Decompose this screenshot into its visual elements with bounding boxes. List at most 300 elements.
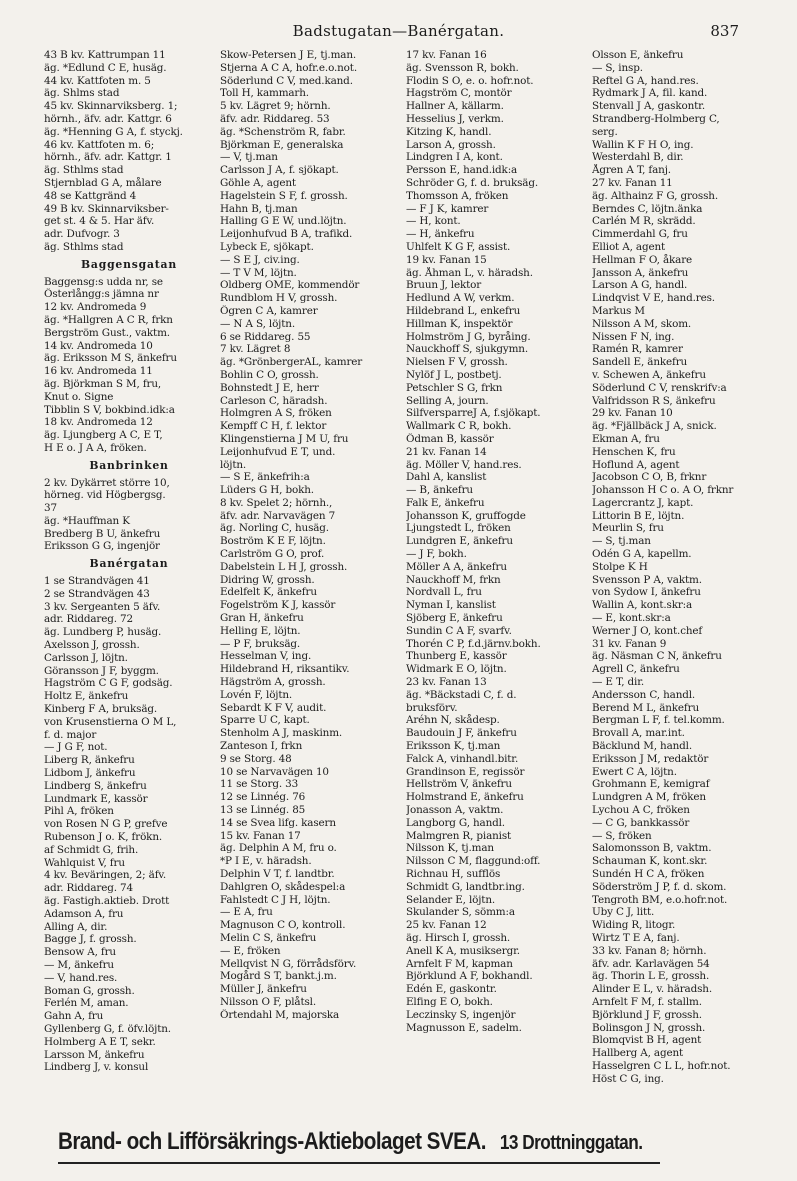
directory-entry: Lundgren E, änkefru	[406, 535, 513, 548]
directory-columns	[44, 49, 764, 1119]
directory-entry: Valfridsson R S, änkefru	[592, 394, 716, 407]
directory-entry: 17 kv. Fanan 16	[406, 49, 487, 61]
directory-entry: Holmstrand E, änkefru	[406, 791, 524, 804]
directory-entry: 7 kv. Lägret 8	[220, 343, 291, 356]
directory-entry: 27 kv. Fanan 11	[592, 176, 673, 189]
directory-entry: Wallin K F H O, ing.	[592, 138, 694, 151]
footer-advertisement	[58, 1128, 660, 1164]
directory-entry: Nilsson A M, skom.	[592, 317, 692, 330]
directory-entry: get st. 4 & 5. Har äfv.	[44, 215, 155, 228]
directory-entry: Fahlstedt C J H, löjtn.	[220, 893, 331, 906]
directory-entry: Svensson P A, vaktm.	[592, 573, 702, 586]
directory-entry: Johansson K, gruffogde	[406, 509, 526, 522]
directory-entry: — F J K, kamrer	[406, 202, 489, 215]
directory-entry: Mellqvist N G, förrådsförv.	[220, 957, 357, 970]
directory-entry: Arnfelt F M, kapman	[406, 957, 513, 970]
directory-entry: Carleson C, häradsh.	[220, 394, 328, 407]
directory-entry: Johansson H C o. A O, frknr	[592, 484, 734, 497]
street-heading: Banérgatan	[89, 557, 169, 571]
directory-entry: äg. *Schenström R, fabr.	[220, 125, 346, 138]
directory-entry: Strandberg-Holmberg C,	[592, 112, 720, 125]
directory-entry: 4 kv. Beväringen, 2; äfv.	[44, 869, 167, 882]
directory-entry: Jacobson C O, B, frknr	[592, 471, 707, 484]
directory-entry: Ramén R, kamrer	[592, 343, 683, 356]
directory-column-2	[220, 49, 400, 1119]
directory-entry: äg. Hirsch I, grossh.	[406, 931, 511, 944]
directory-entry: Pihl A, fröken	[44, 805, 114, 818]
directory-entry: Bergström Gust., vaktm.	[44, 326, 170, 339]
directory-entry: Söderlund C V, med.kand.	[220, 74, 353, 87]
directory-entry: Andersson C, handl.	[592, 688, 696, 701]
directory-entry: Söderström J P, f. d. skom.	[592, 880, 727, 893]
directory-entry: — S, insp.	[592, 61, 643, 74]
directory-entry: Lindberg J, v. konsul	[44, 1061, 149, 1074]
directory-entry: äg. Althainz F G, grossh.	[592, 189, 718, 202]
directory-entry: Grohmann E, kemigraf	[592, 778, 710, 791]
directory-entry: äg. *Henning G A, f. styckj.	[44, 125, 183, 138]
directory-entry: Örtendahl M, majorska	[220, 1008, 340, 1021]
directory-entry: Ögren C A, kamrer	[220, 304, 318, 317]
directory-entry: Nordvall L, fru	[406, 586, 482, 599]
directory-entry: äg. Fastigh.aktieb. Drott	[44, 895, 170, 907]
directory-entry: Larson A G, handl.	[592, 279, 688, 292]
directory-entry: Ågren A T, fanj.	[592, 164, 671, 177]
directory-entry: Hagelstein S F, f. grossh.	[220, 189, 348, 202]
directory-entry: äfv. adr. Karlavägen 54	[592, 957, 710, 970]
directory-entry: äg. Ljungberg A C, E T,	[44, 429, 163, 442]
directory-entry: äg. Shlms stad	[44, 87, 120, 100]
directory-entry: Hallberg A, agent	[592, 1047, 684, 1060]
directory-entry: Thomsson A, fröken	[406, 189, 509, 202]
directory-entry: Sebardt K F V, audit.	[220, 701, 327, 714]
directory-entry: Bredberg B U, änkefru	[44, 527, 161, 540]
directory-entry: adr. Riddareg. 72	[44, 613, 133, 626]
directory-entry: löjtn.	[220, 458, 247, 471]
directory-entry: Dahl A, kanslist	[406, 471, 487, 484]
directory-entry: Uby C J, litt.	[592, 906, 655, 919]
directory-entry: 48 se Kattgränd 4	[44, 189, 137, 202]
directory-entry: Kitzing K, handl.	[406, 125, 492, 138]
directory-entry: Lychou A C, fröken	[592, 804, 690, 817]
directory-column-4	[592, 49, 772, 1119]
directory-entry: Thunberg E, kassör	[406, 650, 507, 663]
directory-entry: Larson A, grossh.	[406, 138, 496, 151]
directory-entry: Stjernblad G A, målare	[44, 176, 162, 189]
directory-entry: 14 se Svea lifg. kasern	[220, 816, 336, 829]
directory-entry: Falk E, änkefru	[406, 496, 485, 509]
directory-entry: — H, änkefru	[406, 228, 475, 241]
directory-entry: Hellström V, änkefru	[406, 778, 512, 791]
directory-entry: Leijonhufvud B A, trafikd.	[220, 228, 353, 241]
directory-entry: Helling E, löjtn.	[220, 624, 301, 637]
directory-entry: Werner J O, kont.chef	[592, 624, 703, 637]
directory-entry: 5 kv. Lägret 9; hörnh.	[220, 100, 331, 113]
directory-entry: — E, fröken	[220, 944, 281, 957]
directory-entry: Österlångg:s jämna nr	[44, 288, 159, 301]
directory-entry: Westerdahl B, dir.	[592, 151, 684, 164]
directory-entry: Sundén H C A, fröken	[592, 868, 705, 880]
directory-entry: Widmark E O, löjtn.	[406, 663, 507, 676]
directory-entry: 15 kv. Fanan 17	[220, 829, 301, 842]
directory-entry: Hellman F O, åkare	[592, 253, 693, 266]
directory-entry: Nissen F N, ing.	[592, 330, 675, 343]
directory-entry: — N A S, löjtn.	[220, 317, 295, 330]
directory-entry: äg. Åhman L, v. häradsh.	[406, 266, 533, 279]
directory-entry: v. Schewen A, änkefru	[592, 368, 706, 381]
directory-entry: Hagström C, montör	[406, 87, 512, 100]
directory-entry: Björklund A F, bokhandl.	[406, 970, 533, 983]
directory-entry: Toll H, kammarh.	[220, 87, 309, 100]
directory-entry: Falck A, vinhandl.bitr.	[406, 752, 519, 765]
directory-entry: Brovall A, mar.int.	[592, 727, 685, 740]
directory-entry: Arnfelt F M, f. stallm.	[592, 995, 702, 1008]
directory-entry: Magnusson E, sadelm.	[406, 1021, 522, 1034]
directory-entry: Flodin S O, e. o. hofr.not.	[406, 74, 534, 87]
directory-entry: 2 se Strandvägen 43	[44, 587, 150, 600]
directory-entry: Meurlin S, fru	[592, 522, 664, 535]
directory-entry: Nielsen F V, grossh.	[406, 356, 508, 369]
directory-entry: Lidbom J, änkefru	[44, 767, 136, 780]
directory-entry: Bergman L F, f. tel.komm.	[592, 714, 725, 727]
directory-entry: Stenvall J A, gaskontr.	[592, 100, 706, 113]
directory-entry: Bruun J, lektor	[406, 279, 482, 292]
directory-entry: hörneg. vid Högbergsg.	[44, 489, 166, 502]
directory-entry: hörnh., äfv. adr. Kattgr. 6	[44, 112, 172, 125]
directory-entry: Leczinsky S, ingenjör	[406, 1008, 516, 1021]
directory-entry: — J F, bokh.	[406, 548, 467, 561]
directory-entry: Lundmark E, kassör	[44, 792, 148, 805]
directory-entry: H E o. J A A, fröken.	[44, 441, 147, 454]
directory-entry: — C G, bankkassör	[592, 816, 690, 829]
directory-entry: Odén G A, kapellm.	[592, 548, 692, 561]
directory-entry: Leijonhufvud E T, und.	[220, 445, 336, 458]
directory-entry: 12 kv. Andromeda 9	[44, 301, 147, 314]
directory-entry: — S E, änkefrih:a	[220, 471, 310, 484]
directory-entry: 14 kv. Andromeda 10	[44, 339, 153, 352]
directory-entry: Müller J, änkefru	[220, 983, 307, 996]
directory-entry: 9 se Storg. 48	[220, 752, 292, 765]
directory-entry: Liberg R, änkefru	[44, 754, 135, 767]
page-header	[0, 20, 797, 46]
directory-entry: Aréhn N, skådesp.	[406, 714, 500, 727]
directory-entry: Rydmark J A, fil. kand.	[592, 87, 708, 100]
directory-entry: Lindgren I A, kont.	[406, 151, 503, 164]
directory-entry: Selander E, löjtn.	[406, 893, 496, 906]
directory-entry: Kinberg F A, bruksäg.	[44, 703, 158, 716]
directory-entry: Ödman B, kassör	[406, 432, 494, 445]
directory-entry: Gran H, änkefru	[220, 612, 304, 625]
directory-entry: Magnuson C O, kontroll.	[220, 919, 346, 932]
directory-entry: Nylöf J L, postbetj.	[406, 368, 502, 381]
directory-entry: Klingenstierna J M U, fru	[220, 432, 349, 445]
directory-entry: Hagström C G F, godsäg.	[44, 677, 173, 690]
directory-entry: Littorin B E, löjtn.	[592, 509, 685, 522]
directory-entry: 49 B kv. Skinnarviksber-	[44, 202, 169, 215]
directory-entry: Delphin V T, f. landtbr.	[220, 868, 335, 880]
directory-entry: Bagge J, f. grossh.	[44, 933, 137, 946]
directory-entry: Nyman I, kanslist	[406, 599, 496, 612]
directory-entry: Carlström G O, prof.	[220, 548, 325, 561]
directory-entry: Schröder G, f. d. bruksäg.	[406, 176, 538, 189]
directory-entry: Larsson M, änkefru	[44, 1048, 145, 1061]
directory-entry: Lindberg S, änkefru	[44, 779, 147, 792]
directory-entry: Holtz E, änkefru	[44, 690, 129, 703]
directory-entry: Alling A, dir.	[44, 920, 108, 933]
directory-entry: Rundblom H V, grossh.	[220, 292, 338, 305]
directory-entry: Hesselman V, ing.	[220, 650, 312, 663]
directory-entry: 33 kv. Fanan 8; hörnh.	[592, 944, 707, 957]
directory-entry: Nilsson C M, flaggund:off.	[406, 855, 541, 868]
directory-entry: serg.	[592, 125, 618, 138]
directory-entry: Björklund J F, grossh.	[592, 1008, 702, 1021]
directory-entry: Bohlin C O, grossh.	[220, 368, 319, 381]
directory-entry: Knut o. Signe	[44, 390, 114, 403]
directory-entry: Hahn B, tj.man	[220, 202, 298, 215]
directory-entry: Dabelstein L H J, grossh.	[220, 560, 348, 573]
directory-entry: Lundgren A M, fröken	[592, 791, 706, 804]
directory-entry: Baggensg:s udda nr, se	[44, 275, 163, 288]
page-number: 837	[710, 22, 739, 40]
directory-entry: Hillman K, inspektör	[406, 317, 513, 330]
directory-entry: Selling A, journ.	[406, 394, 489, 407]
directory-entry: Halling G E W, und.löjtn.	[220, 215, 347, 228]
directory-entry: Zanteson I, frkn	[220, 740, 303, 753]
directory-entry: Ferlén M, aman.	[44, 997, 129, 1010]
directory-entry: 2 kv. Dykärret större 10,	[44, 476, 170, 489]
directory-entry: 31 kv. Fanan 9	[592, 637, 667, 650]
directory-entry: Axelsson J, grossh.	[44, 639, 140, 652]
directory-entry: Gahn A, fru	[44, 1010, 104, 1023]
directory-entry: Wahlquist V, fru	[44, 856, 125, 869]
footer-ad-text: Brand- och Lifförsäkrings-Aktiebolaget SVEA.	[58, 1128, 487, 1155]
directory-entry: Hallner A, källarm.	[406, 100, 504, 113]
directory-entry: äg. Sthlms stad	[44, 240, 124, 253]
directory-entry: Jansson A, änkefru	[592, 266, 689, 279]
directory-entry: Ljungstedt L, fröken	[406, 522, 511, 535]
directory-entry: Kempff C H, f. lektor	[220, 420, 327, 433]
directory-entry: — E A, fru	[220, 906, 273, 919]
directory-entry: 12 se Linnég. 76	[220, 791, 306, 804]
directory-entry: bruksförv.	[406, 701, 458, 714]
directory-entry: 11 se Storg. 33	[220, 778, 299, 791]
directory-entry: äg. Björkman S M, fru,	[44, 377, 162, 390]
directory-entry: 3 kv. Sergeanten 5 äfv.	[44, 600, 161, 613]
directory-entry: Blomqvist B H, agent	[592, 1034, 702, 1047]
directory-entry: Edelfelt K, änkefru	[220, 586, 317, 599]
directory-entry: Schmidt G, landtbr.ing.	[406, 880, 525, 893]
directory-entry: Eriksson G G, ingenjör	[44, 540, 160, 553]
directory-entry: Reftel G A, hand.res.	[592, 74, 699, 87]
directory-entry: äfv. adr. Riddareg. 53	[220, 112, 330, 125]
directory-entry: 6 se Riddareg. 55	[220, 330, 311, 343]
directory-entry: Oldberg OME, kommendör	[220, 279, 360, 292]
directory-entry: Möller A A, änkefru	[406, 560, 507, 573]
directory-entry: 13 se Linnég. 85	[220, 804, 306, 817]
directory-entry: Carlsson J A, f. sjökapt.	[220, 164, 339, 177]
directory-entry: Gyllenberg G, f. öfv.löjtn.	[44, 1022, 171, 1035]
directory-entry: 37	[44, 502, 57, 515]
directory-entry: Holmgren A S, fröken	[220, 407, 332, 420]
directory-entry: Holmström J G, byråing.	[406, 330, 531, 343]
directory-entry: Edén E, gaskontr.	[406, 983, 497, 996]
directory-entry: — E, kont.skr:a	[592, 612, 671, 625]
directory-entry: Bensow A, fru	[44, 946, 116, 959]
directory-entry: Wirtz T E A, fanj.	[592, 931, 680, 944]
directory-entry: Grandinson E, regissör	[406, 765, 525, 778]
directory-entry: Lybeck E, sjökapt.	[220, 240, 314, 253]
directory-entry: Stolpe K H	[592, 560, 648, 573]
directory-entry: von Rosen N G P, grefve	[44, 818, 168, 831]
directory-entry: äg. Sthlms stad	[44, 164, 124, 177]
directory-entry: Lüders G H, bokh.	[220, 484, 314, 497]
directory-entry: äg. *Edlund C E, husäg.	[44, 61, 167, 74]
directory-entry: f. d. major	[44, 728, 97, 741]
directory-entry: Bohnstedt J E, herr	[220, 381, 319, 394]
directory-entry: — H, kont.	[406, 215, 461, 228]
directory-entry: Anell K A, musiksergr.	[406, 944, 520, 957]
directory-entry: Thorén C P, f.d.järnv.bokh.	[406, 637, 541, 650]
directory-entry: SilfversparreJ A, f.sjökapt.	[406, 407, 541, 420]
directory-entry: 23 kv. Fanan 13	[406, 676, 487, 689]
directory-entry: Skulander S, sömm:a	[406, 906, 515, 919]
directory-entry: Göransson J F, byggm.	[44, 664, 159, 677]
directory-entry: Björkman E, generalska	[220, 138, 344, 151]
directory-entry: äg. Thorin L E, grossh.	[592, 970, 710, 983]
directory-entry: 16 kv. Andromeda 11	[44, 365, 153, 378]
directory-entry: *P I E, v. häradsh.	[220, 855, 312, 868]
directory-entry: Hesselius J, verkm.	[406, 112, 504, 125]
directory-entry: Sparre U C, kapt.	[220, 714, 310, 727]
directory-entry: Eriksson J M, redaktör	[592, 752, 709, 765]
directory-entry: — V, tj.man	[220, 151, 278, 164]
directory-entry: hörnh., äfv. adr. Kattgr. 1	[44, 151, 172, 164]
directory-entry: Elfing E O, bokh.	[406, 995, 493, 1008]
directory-entry: adr. Riddareg. 74	[44, 882, 133, 895]
directory-entry: 1 se Strandvägen 41	[44, 575, 150, 588]
directory-entry: Sundin C A F, svarfv.	[406, 624, 512, 637]
directory-entry: Hedlund A W, verkm.	[406, 292, 515, 305]
directory-entry: äg. *Bäckstadi C, f. d.	[406, 688, 517, 701]
directory-entry: Olsson E, änkefru	[592, 49, 684, 61]
directory-entry: Dahlgren O, skådespel:a	[220, 880, 346, 893]
directory-entry: Tibblin S V, bokbind.idk:a	[44, 403, 175, 416]
directory-entry: Wallmark C R, bokh.	[406, 420, 512, 433]
directory-entry: von Krusenstierna O M L,	[44, 715, 177, 728]
directory-entry: äg. Svensson R, bokh.	[406, 61, 519, 74]
directory-entry: Markus M	[592, 304, 645, 317]
directory-entry: äg. Delphin A M, fru o.	[220, 842, 337, 855]
directory-entry: — T V M, löjtn.	[220, 266, 297, 279]
directory-entry: — E T, dir.	[592, 676, 645, 689]
directory-entry: Salomonsson B, vaktm.	[592, 842, 712, 855]
directory-entry: äg. *Fjällbäck J A, snick.	[592, 420, 717, 433]
directory-entry: Cimmerdahl G, fru	[592, 228, 688, 241]
directory-entry: — S E J, civ.ing.	[220, 253, 300, 266]
directory-entry: Elliot A, agent	[592, 240, 666, 253]
directory-entry: — J G F, not.	[44, 741, 108, 754]
directory-entry: 8 kv. Spelet 2; hörnh.,	[220, 496, 333, 509]
directory-entry: 18 kv. Andromeda 12	[44, 416, 153, 429]
directory-entry: 19 kv. Fanan 15	[406, 253, 487, 266]
directory-entry: Boman G, grossh.	[44, 984, 135, 997]
directory-entry: äg. Näsman C N, änkefru	[592, 650, 722, 663]
directory-entry: Ewert C A, löjtn.	[592, 765, 677, 778]
directory-entry: Rubenson J o. K, frökn.	[44, 831, 163, 844]
directory-entry: äg. *Hauffman K	[44, 514, 130, 527]
directory-entry: Stjerna A C A, hofr.e.o.not.	[220, 61, 357, 74]
directory-entry: Stenholm A J, maskinm.	[220, 727, 343, 740]
directory-entry: Malmgren R, pianist	[406, 829, 512, 842]
directory-entry: Nauckhoff S, sjukgymn.	[406, 343, 529, 356]
directory-entry: Ekman A, fru	[592, 432, 660, 445]
directory-entry: Holmberg A E T, sekr.	[44, 1035, 156, 1048]
directory-entry: — V, hand.res.	[44, 971, 118, 984]
directory-entry: Hasselgren C L L, hofr.not.	[592, 1059, 731, 1072]
directory-entry: Carlsson J, löjtn.	[44, 651, 128, 664]
directory-entry: 44 kv. Kattfoten m. 5	[44, 74, 151, 87]
directory-entry: äg. *GrönbergerAL, kamrer	[220, 356, 363, 369]
directory-entry: — S, fröken	[592, 829, 652, 842]
directory-column-1	[44, 49, 214, 1119]
directory-entry: Richnau H, sufflös	[406, 868, 501, 880]
directory-entry: Hägström A, grossh.	[220, 676, 326, 689]
directory-entry: Berend M L, änkefru	[592, 701, 699, 714]
directory-entry: Söderlund C V, renskrifv:a	[592, 381, 727, 394]
street-heading: Baggensgatan	[81, 257, 177, 271]
directory-entry: Baudouin J F, änkefru	[406, 727, 517, 740]
directory-entry: Widing R, litogr.	[592, 919, 676, 932]
directory-entry: — M, änkefru	[44, 958, 114, 971]
directory-entry: äg. *Hallgren A C R, frkn	[44, 313, 173, 326]
directory-entry: Alinder E L, v. häradsh.	[592, 983, 712, 996]
directory-entry: Nauckhoff M, frkn	[406, 573, 501, 586]
directory-entry: äg. Eriksson M S, änkefru	[44, 352, 177, 365]
directory-entry: Melin C S, änkefru	[220, 931, 317, 944]
directory-entry: Bolinsgon J N, grossh.	[592, 1021, 706, 1034]
directory-entry: Hoflund A, agent	[592, 458, 680, 471]
directory-entry: Bäcklund M, handl.	[592, 740, 693, 753]
directory-entry: Persson E, hand.idk:a	[406, 164, 518, 177]
directory-entry: Göhle A, agent	[220, 176, 296, 189]
directory-entry: Schauman K, kont.skr.	[592, 855, 708, 868]
directory-entry: Lovén F, löjtn.	[220, 688, 293, 701]
directory-entry: äg. Möller V, hand.res.	[406, 458, 522, 471]
directory-entry: äg. Lundberg P, husäg.	[44, 626, 162, 639]
directory-entry: adr. Dufvogr. 3	[44, 228, 120, 241]
directory-entry: Tengroth BM, e.o.hofr.not.	[592, 893, 728, 906]
directory-entry: Höst C G, ing.	[592, 1072, 664, 1085]
directory-entry: 46 kv. Kattfoten m. 6;	[44, 138, 155, 151]
directory-entry: 43 B kv. Kattrumpan 11	[44, 49, 166, 61]
directory-entry: Sjöberg E, änkefru	[406, 612, 503, 625]
page-title: Badstugatan—Banérgatan.	[292, 22, 505, 40]
directory-entry: 45 kv. Skinnarviksberg. 1;	[44, 100, 178, 113]
directory-entry: von Sydow I, änkefru	[592, 586, 701, 599]
directory-entry: Hildebrand H, riksantikv.	[220, 663, 350, 676]
directory-entry: äg. Norling C, husäg.	[220, 522, 329, 535]
directory-entry: Nilsson K, tj.man	[406, 842, 494, 855]
directory-entry: Boström K E F, löjtn.	[220, 535, 326, 548]
directory-entry: 21 kv. Fanan 14	[406, 445, 487, 458]
directory-entry: Jonasson A, vaktm.	[406, 804, 504, 817]
directory-entry: Agrell C, änkefru	[592, 663, 680, 676]
directory-entry: Adamson A, fru	[44, 907, 124, 920]
footer-ad-address: 13 Drottninggatan.	[499, 1132, 643, 1154]
directory-entry: Berndes C, löjtn.änka	[592, 202, 703, 215]
directory-entry: Wallin A, kont.skr:a	[592, 599, 693, 612]
directory-entry: af Schmidt G, frih.	[44, 843, 139, 856]
directory-entry: 25 kv. Fanan 12	[406, 919, 487, 932]
